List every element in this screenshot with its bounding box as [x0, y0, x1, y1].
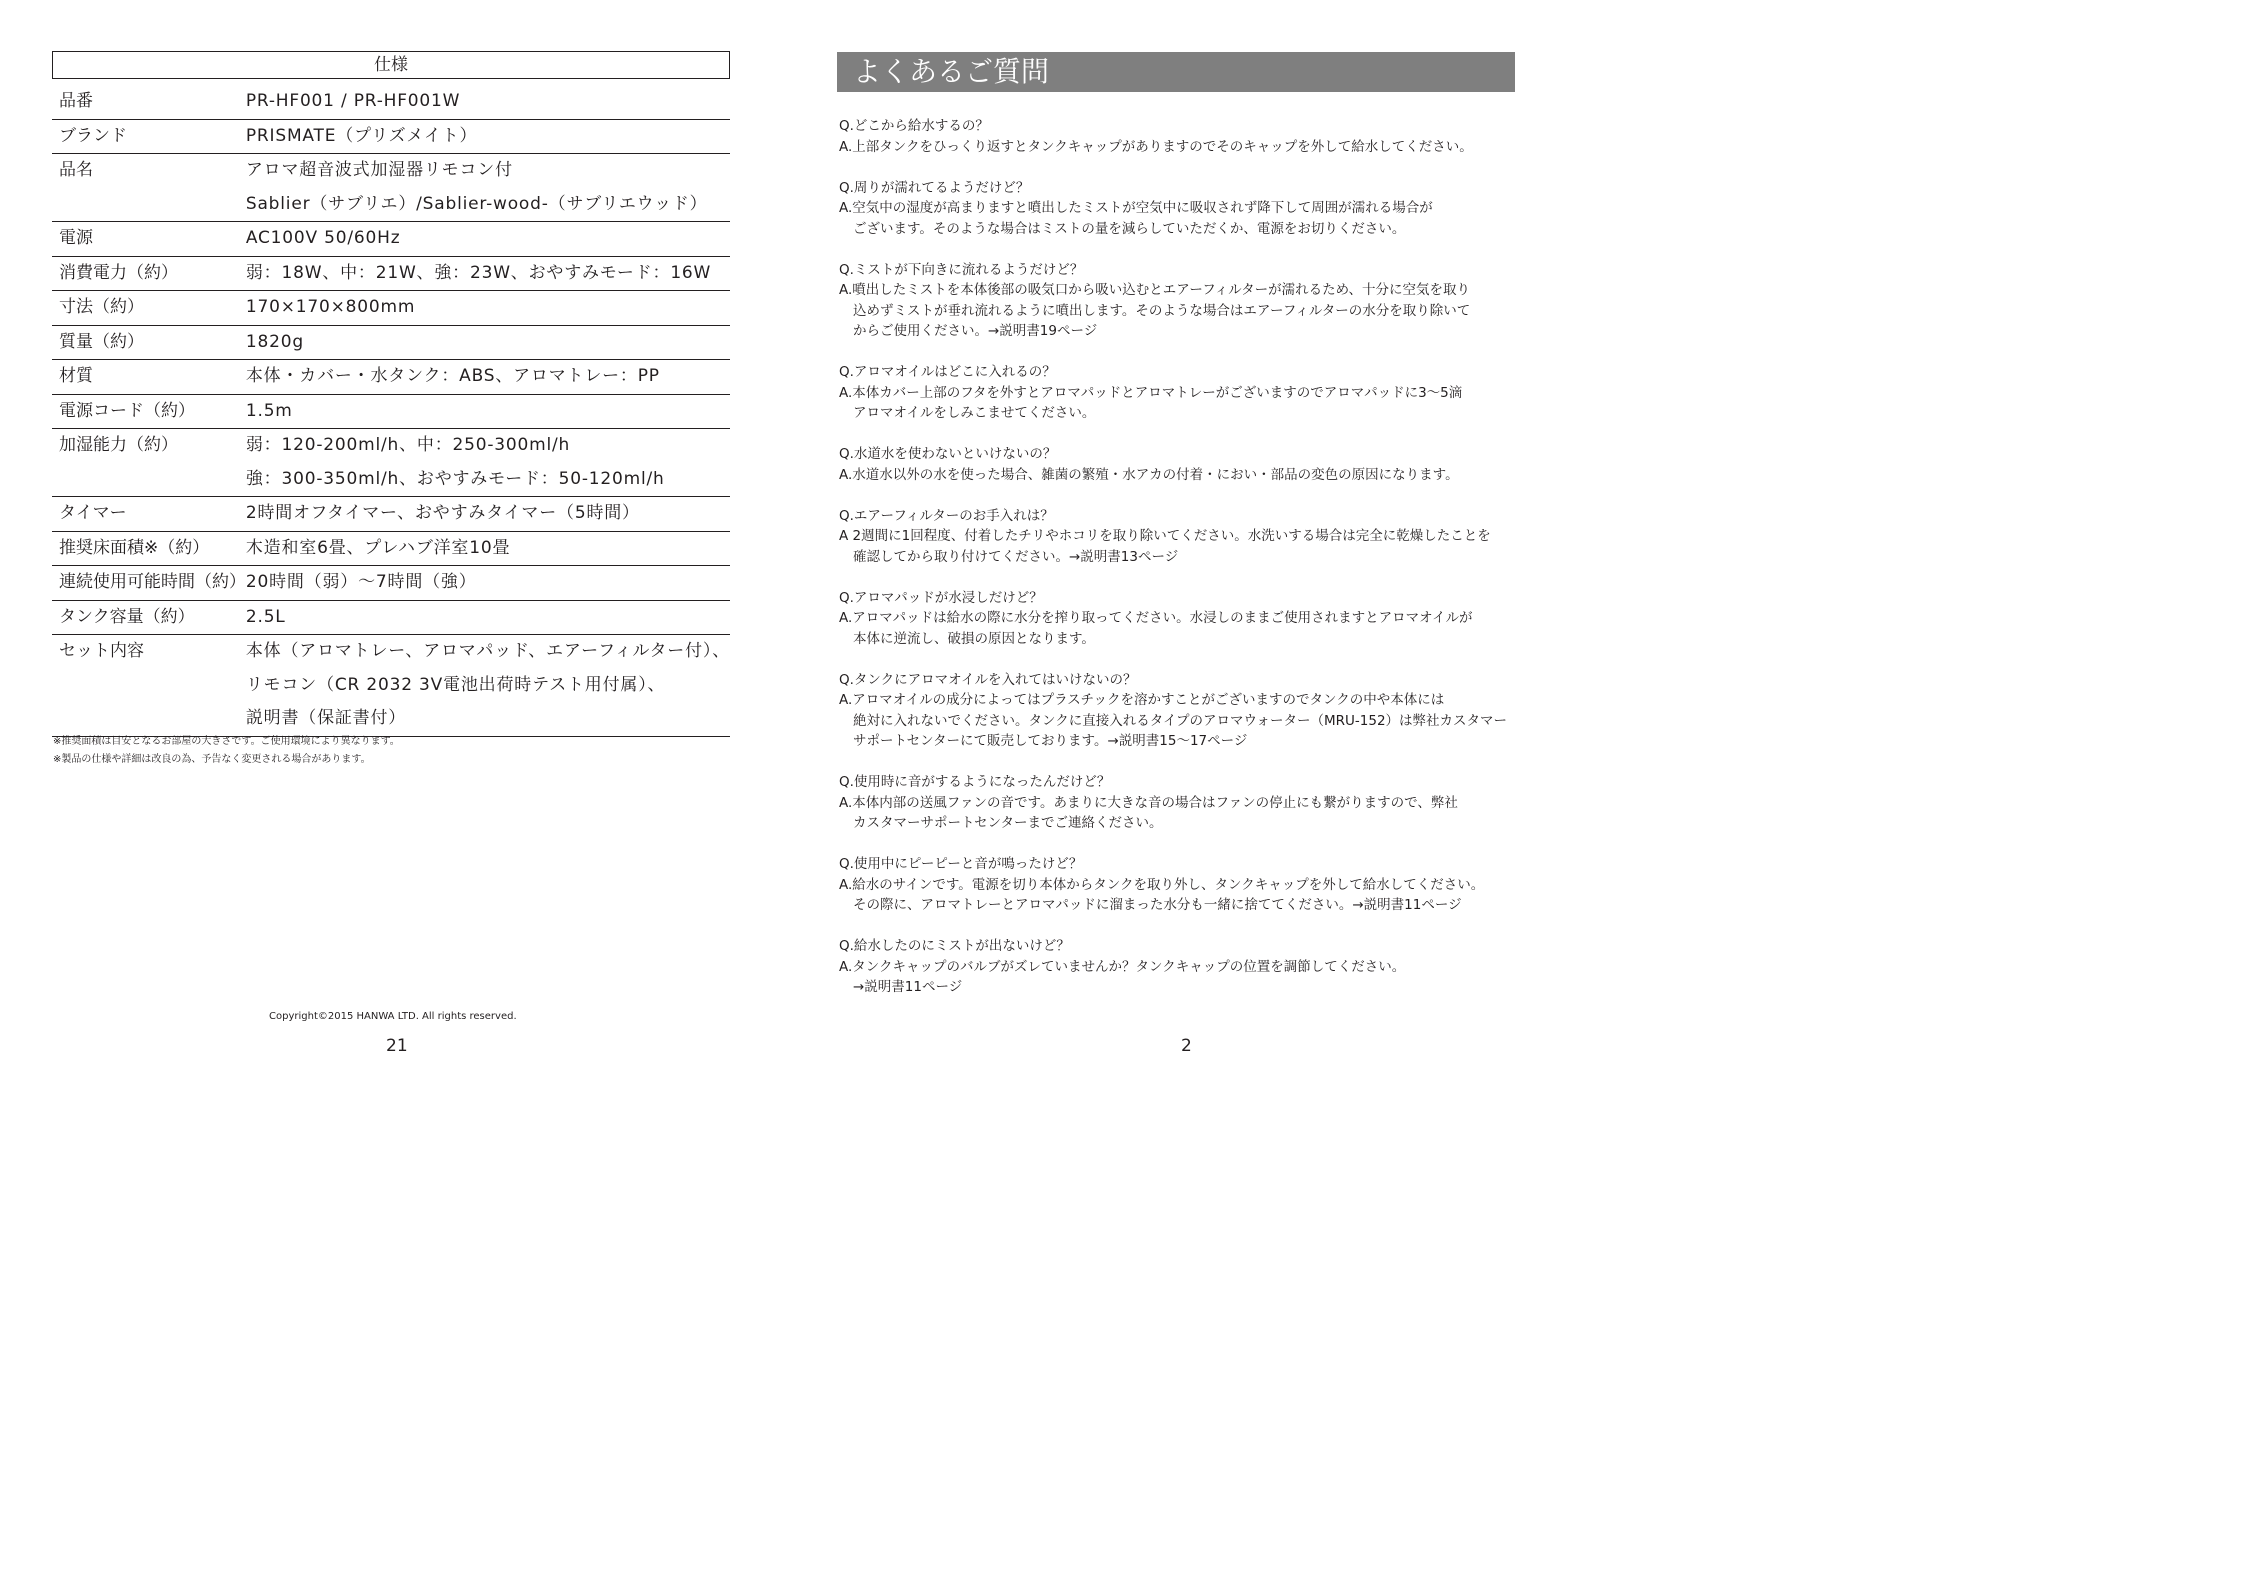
spec-value-line: 20時間（弱）～7時間（強） — [245, 572, 477, 592]
spec-value-line: AC100V 50/60Hz — [245, 228, 401, 248]
spec-row — [52, 600, 730, 635]
spec-label: 材質 — [59, 366, 93, 386]
page-number-right: 2 — [1181, 1036, 1192, 1056]
spec-row — [52, 394, 730, 429]
faq-answer-line: A.タンクキャップのバルブがズレていませんか？タンクキャップの位置を調節してください。 — [839, 958, 1406, 975]
faq-answer-line: 本体に逆流し、破損の原因となります。 — [853, 630, 1095, 647]
spec-value-line: 1820g — [245, 331, 304, 352]
spec-value-line: PRISMATE（プリズメイト） — [245, 125, 478, 146]
spec-value-line: 1.5m — [245, 400, 293, 421]
spec-value-line: 2時間オフタイマー、おやすみタイマー（5時間） — [245, 503, 640, 523]
spec-value-line: PR-HF001 / PR-HF001W — [245, 91, 461, 111]
faq-item — [839, 670, 1519, 752]
faq-item — [839, 362, 1519, 424]
faq-answer-line: A.水道水以外の水を使った場合、雑菌の繁殖・水アカの付着・におい・部品の変色の原因になります。 — [839, 466, 1459, 483]
faq-answer-line: アロマオイルをしみこませてください。 — [853, 405, 1096, 421]
spec-label: タイマー — [59, 503, 127, 523]
faq-item — [839, 772, 1519, 834]
spec-row — [52, 256, 730, 291]
spec-label: 推奨床面積※（約） — [59, 537, 210, 558]
spec-row — [52, 635, 730, 737]
spec-value — [246, 531, 730, 566]
spec-label: 寸法（約） — [59, 297, 144, 317]
spec-value-line: Sablier（サブリエ）/Sablier-wood-（サブリエウッド） — [245, 193, 708, 214]
spec-label: 質量（約） — [59, 331, 144, 352]
spec-value-line: 強：300-350ml/h、おやすみモード：50-120ml/h — [245, 468, 665, 489]
spec-row — [52, 222, 730, 257]
faq-item — [839, 588, 1519, 650]
spec-value — [246, 119, 730, 154]
faq-question: Q.使用中にピーピーと音が鳴ったけど？ — [839, 856, 1083, 872]
spec-table — [52, 85, 730, 737]
faq-question: Q.どこから給水するの？ — [839, 118, 989, 134]
faq-answer-line: A.空気中の湿度が高まりますと噴出したミストが空気中に吸収されず降下して周囲が濡れる場合が — [839, 200, 1433, 216]
faq-item — [839, 854, 1519, 916]
spec-row — [52, 531, 730, 566]
faq-answer-line: からご使用ください。→説明書19ページ — [853, 323, 1098, 339]
faq-answer-line: 絶対に入れないでください。タンクに直接入れるタイプのアロマウォーター（MRU-152）は弊社カスタマー — [853, 712, 1508, 729]
faq-answer-line: A.本体内部の送風ファンの音です。あまりに大きな音の場合はファンの停止にも繋がりますので、弊社 — [839, 794, 1458, 811]
spec-value — [246, 85, 730, 119]
spec-value-line: 本体・カバー・水タンク：ABS、アロマトレー：PP — [245, 366, 660, 386]
spec-label: 電源コード（約） — [59, 400, 195, 421]
faq-answer-line: →説明書11ページ — [853, 979, 963, 995]
spec-value — [246, 325, 730, 360]
spec-row — [52, 154, 730, 222]
spec-row — [52, 85, 730, 119]
page-number-left: 21 — [386, 1036, 408, 1056]
spec-note: ※推奨面積は目安となるお部屋の大きさです。ご使用環境により異なります。 — [53, 736, 400, 747]
spec-label: 電源 — [59, 228, 93, 248]
faq-list — [839, 116, 1519, 1018]
faq-question: Q.アロマオイルはどこに入れるの？ — [839, 364, 1056, 380]
spec-value-line: 弱：120-200ml/h、中：250-300ml/h — [245, 435, 571, 455]
faq-answer-line: 込めずミストが垂れ流れるように噴出します。そのような場合はエアーフィルターの水分を取り除いて — [853, 302, 1471, 319]
spec-row — [52, 429, 730, 497]
faq-answer-line: サポートセンターにて販売しております。→説明書15～17ページ — [853, 733, 1248, 749]
spec-row — [52, 566, 730, 601]
faq-question: Q.エアーフィルターのお手入れは？ — [839, 507, 1054, 524]
spec-value — [246, 222, 730, 257]
spec-note: ※製品の仕様や詳細は改良の為、予告なく変更される場合があります。 — [53, 754, 371, 765]
spec-value-line: 弱：18W、中：21W、強：23W、おやすみモード：16W — [245, 262, 712, 283]
faq-answer-line: A.本体カバー上部のフタを外すとアロマパッドとアロマトレーがございますのでアロマパッドに3～5滴 — [839, 384, 1463, 401]
spec-value — [246, 291, 730, 326]
spec-value-line: 2.5L — [245, 606, 286, 627]
spec-value-line: 本体（アロマトレー、アロマパッド、エアーフィルター付）、 — [245, 641, 730, 661]
spec-label: 品名 — [59, 160, 93, 180]
faq-answer-line: A.アロマオイルの成分によってはプラスチックを溶かすことがございますのでタンクの中や本体には — [839, 692, 1445, 708]
faq-item — [839, 116, 1519, 157]
faq-answer-line: A.給水のサインです。電源を切り本体からタンクを取り外し、タンクキャップを外して給水してください。 — [839, 876, 1485, 893]
faq-answer-line: A 2週間に1回程度、付着したチリやホコリを取り除いてください。水洗いする場合は完全に乾燥したことを — [839, 528, 1491, 544]
faq-title: よくあるご質問 — [837, 52, 1515, 92]
faq-question: Q.水道水を使わないといけないの？ — [839, 446, 1057, 462]
spec-label: 連続使用可能時間（約） — [59, 572, 246, 592]
spec-label: セット内容 — [59, 641, 144, 661]
copyright: Copyright©2015 HANWA LTD. All rights reserved. — [269, 1011, 517, 1022]
faq-item — [839, 178, 1519, 240]
faq-answer-line: A.噴出したミストを本体後部の吸気口から吸い込むとエアーフィルターが濡れるため、十分に空気を取り — [839, 282, 1471, 298]
faq-item — [839, 936, 1519, 998]
faq-question: Q.周りが濡れてるようだけど？ — [839, 179, 1030, 196]
spec-value — [246, 566, 730, 601]
spec-value — [246, 394, 730, 429]
faq-question: Q.使用時に音がするようになったんだけど？ — [839, 774, 1111, 790]
spec-label: 品番 — [59, 91, 93, 111]
faq-item — [839, 444, 1519, 485]
spec-label: タンク容量（約） — [59, 606, 195, 627]
spec-row — [52, 325, 730, 360]
spec-notes — [53, 733, 400, 769]
faq-question: Q.ミストが下向きに流れるようだけど？ — [839, 261, 1084, 278]
spec-value — [246, 600, 730, 635]
spec-label: 消費電力（約） — [59, 262, 178, 283]
faq-question: Q.アロマパッドが水浸しだけど？ — [839, 589, 1043, 606]
faq-answer-line: A.アロマパッドは給水の際に水分を搾り取ってください。水浸しのままご使用されますとアロマオイルが — [839, 610, 1473, 626]
spec-value — [246, 635, 730, 737]
spec-value — [246, 360, 730, 395]
faq-answer-line: その際に、アロマトレーとアロマパッドに溜まった水分も一緒に捨ててください。→説明書11ページ — [853, 897, 1462, 913]
spec-value-line: 木造和室6畳、プレハブ洋室10畳 — [245, 537, 511, 558]
spec-row — [52, 119, 730, 154]
spec-title: 仕様 — [52, 51, 730, 79]
spec-row — [52, 291, 730, 326]
faq-answer-line: ございます。そのような場合はミストの量を減らしていただくか、電源をお切りください。 — [853, 220, 1406, 237]
spec-value — [246, 256, 730, 291]
faq-answer-line: 確認してから取り付けてください。→説明書13ページ — [853, 548, 1179, 565]
faq-question: Q.給水したのにミストが出ないけど？ — [839, 938, 1070, 954]
faq-question: Q.タンクにアロマオイルを入れてはいけないの？ — [839, 671, 1137, 688]
spec-value — [246, 497, 730, 532]
spec-row — [52, 360, 730, 395]
spec-value-line: 170×170×800mm — [245, 297, 416, 317]
spec-value — [246, 429, 730, 497]
spec-label: ブランド — [59, 125, 127, 146]
faq-item — [839, 260, 1519, 342]
spec-value-line: リモコン（CR 2032 3V電池出荷時テスト用付属）、 — [245, 674, 666, 695]
spec-value-line: アロマ超音波式加湿器リモコン付 — [245, 160, 513, 180]
faq-answer-line: A.上部タンクをひっくり返すとタンクキャップがありますのでそのキャップを外して給水してください。 — [839, 138, 1473, 155]
spec-row — [52, 497, 730, 532]
spec-value — [246, 154, 730, 222]
spec-label: 加湿能力（約） — [59, 435, 178, 455]
faq-answer-line: カスタマーサポートセンターまでご連絡ください。 — [853, 815, 1163, 831]
faq-item — [839, 506, 1519, 568]
spec-value-line: 説明書（保証書付） — [245, 708, 407, 728]
